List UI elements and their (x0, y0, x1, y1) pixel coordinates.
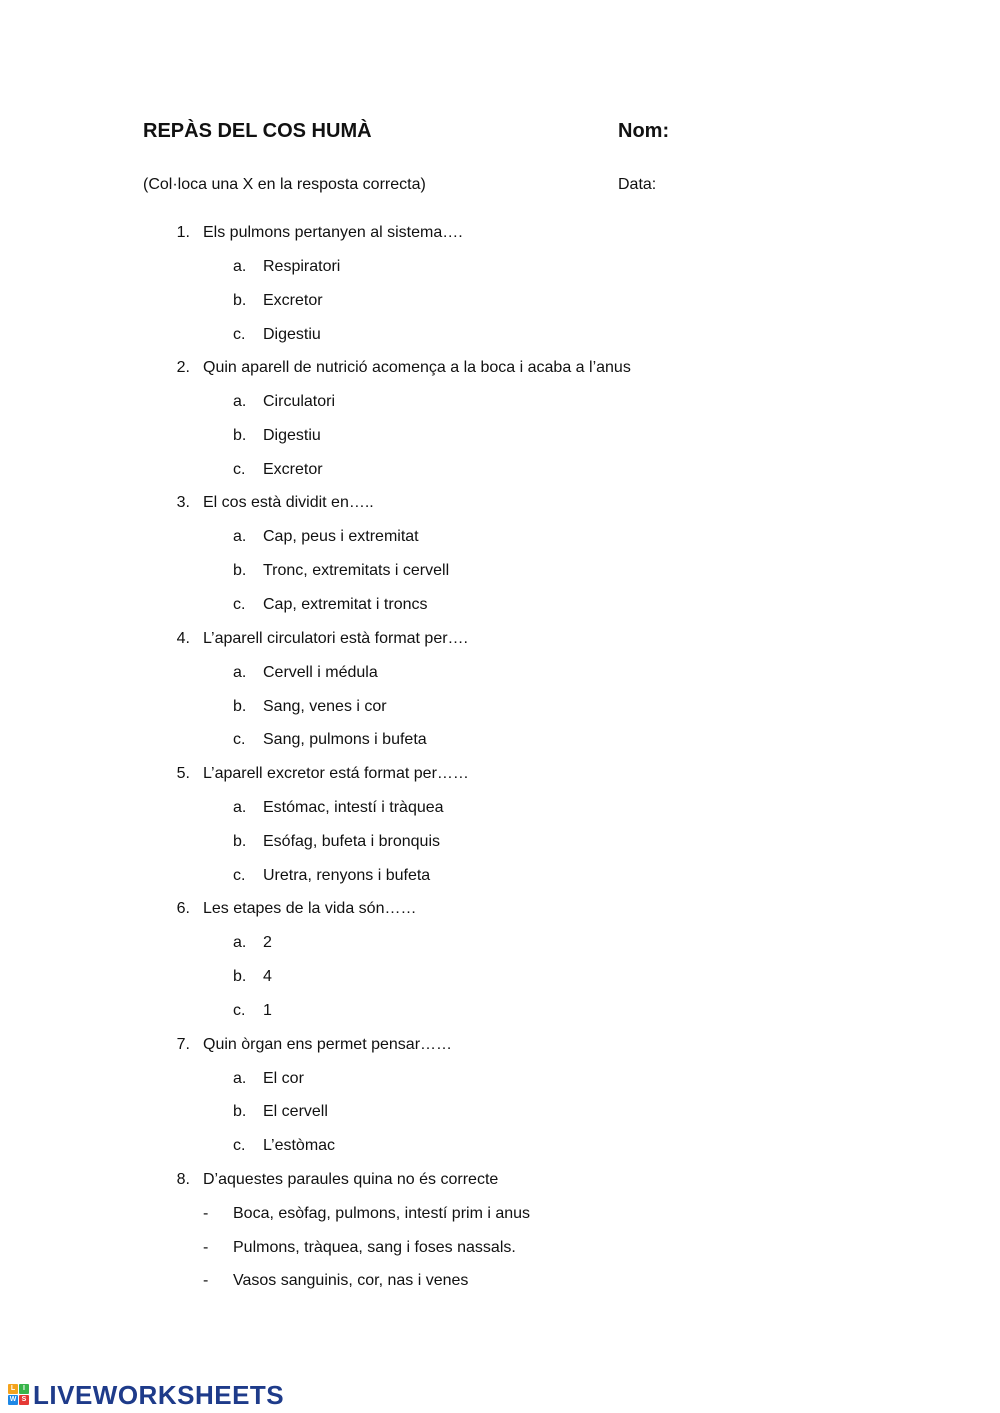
option-text[interactable]: Uretra, renyons i bufeta (263, 867, 431, 884)
logo-block: L (8, 1384, 18, 1394)
option-text[interactable]: Estómac, intestí i tràquea (263, 799, 444, 816)
question-text: D’aquestes paraules quina no és correcte (203, 1171, 499, 1188)
option-text[interactable]: Cervell i médula (263, 664, 378, 681)
question-text: Les etapes de la vida són…… (203, 900, 417, 917)
option-letter: a. (233, 934, 247, 951)
option-text[interactable]: Tronc, extremitats i cervell (263, 562, 450, 579)
option-text[interactable]: Circulatori (263, 393, 336, 410)
question-text: Quin òrgan ens permet pensar…… (203, 1036, 453, 1053)
option-text[interactable]: El cor (263, 1070, 304, 1087)
option-text[interactable]: El cervell (263, 1103, 328, 1120)
option-text[interactable]: Vasos sanguinis, cor, nas i venes (233, 1272, 469, 1289)
question-number: 5. (176, 765, 190, 782)
option-dash: - (203, 1239, 209, 1256)
date-label: Data: (618, 176, 657, 193)
option-dash: - (203, 1205, 209, 1222)
option-letter: a. (233, 1070, 247, 1087)
option-letter: c. (233, 731, 246, 748)
option-text[interactable]: 2 (263, 934, 272, 951)
question-number: 6. (176, 900, 190, 917)
question-number: 8. (176, 1171, 190, 1188)
option-letter: b. (233, 968, 247, 985)
option-text[interactable]: Respiratori (263, 258, 341, 275)
question-text: Quin aparell de nutrició acomença a la boca i acaba a l’anus (203, 359, 631, 376)
option-letter: b. (233, 562, 247, 579)
option-text[interactable]: Sang, pulmons i bufeta (263, 731, 427, 748)
option-text[interactable]: L’estòmac (263, 1137, 336, 1154)
option-dash: - (203, 1272, 209, 1289)
question-text: El cos està dividit en….. (203, 494, 374, 511)
question-number: 3. (176, 494, 190, 511)
option-letter: a. (233, 799, 247, 816)
option-letter: b. (233, 1103, 247, 1120)
option-letter: a. (233, 528, 247, 545)
option-letter: c. (233, 867, 246, 884)
option-letter: a. (233, 258, 247, 275)
brand-name: LIVEWORKSHEETS (33, 1379, 285, 1410)
page-title: REPÀS DEL COS HUMÀ (143, 120, 372, 142)
option-text[interactable]: Excretor (263, 461, 323, 478)
option-letter: b. (233, 698, 247, 715)
option-letter: c. (233, 1002, 246, 1019)
option-letter: c. (233, 326, 246, 343)
option-text[interactable]: 1 (263, 1002, 272, 1019)
option-text[interactable]: 4 (263, 968, 272, 985)
option-letter: b. (233, 427, 247, 444)
option-letter: b. (233, 292, 247, 309)
question-number: 1. (176, 224, 190, 241)
question-number: 2. (176, 359, 190, 376)
logo-block: I (19, 1384, 29, 1394)
option-letter: a. (233, 393, 247, 410)
question-number: 4. (176, 630, 190, 647)
option-text[interactable]: Sang, venes i cor (263, 698, 387, 715)
liveworksheets-logo[interactable] (8, 1378, 284, 1412)
name-label: Nom: (618, 120, 670, 142)
option-letter: c. (233, 1137, 246, 1154)
option-text[interactable]: Pulmons, tràquea, sang i foses nassals. (233, 1239, 516, 1256)
option-text[interactable]: Esófag, bufeta i bronquis (263, 833, 441, 850)
option-letter: a. (233, 664, 247, 681)
option-text[interactable]: Boca, esòfag, pulmons, intestí prim i anus (233, 1205, 531, 1222)
option-letter: c. (233, 596, 246, 613)
option-text[interactable]: Digestiu (263, 427, 321, 444)
logo-blocks-icon (8, 1384, 30, 1406)
question-text: L’aparell excretor está format per…… (203, 765, 469, 782)
option-letter: c. (233, 461, 246, 478)
option-text[interactable]: Digestiu (263, 326, 321, 343)
question-text: L’aparell circulatori està format per…. (203, 630, 468, 647)
logo-block: S (19, 1395, 29, 1405)
option-text[interactable]: Cap, peus i extremitat (263, 528, 419, 545)
question-text: Els pulmons pertanyen al sistema…. (203, 224, 463, 241)
logo-block: W (9, 1396, 17, 1403)
option-text[interactable]: Excretor (263, 292, 323, 309)
option-text[interactable]: Cap, extremitat i troncs (263, 596, 428, 613)
instructions: (Col·loca una X en la resposta correcta) (143, 176, 426, 193)
option-letter: b. (233, 833, 247, 850)
question-number: 7. (176, 1036, 190, 1053)
